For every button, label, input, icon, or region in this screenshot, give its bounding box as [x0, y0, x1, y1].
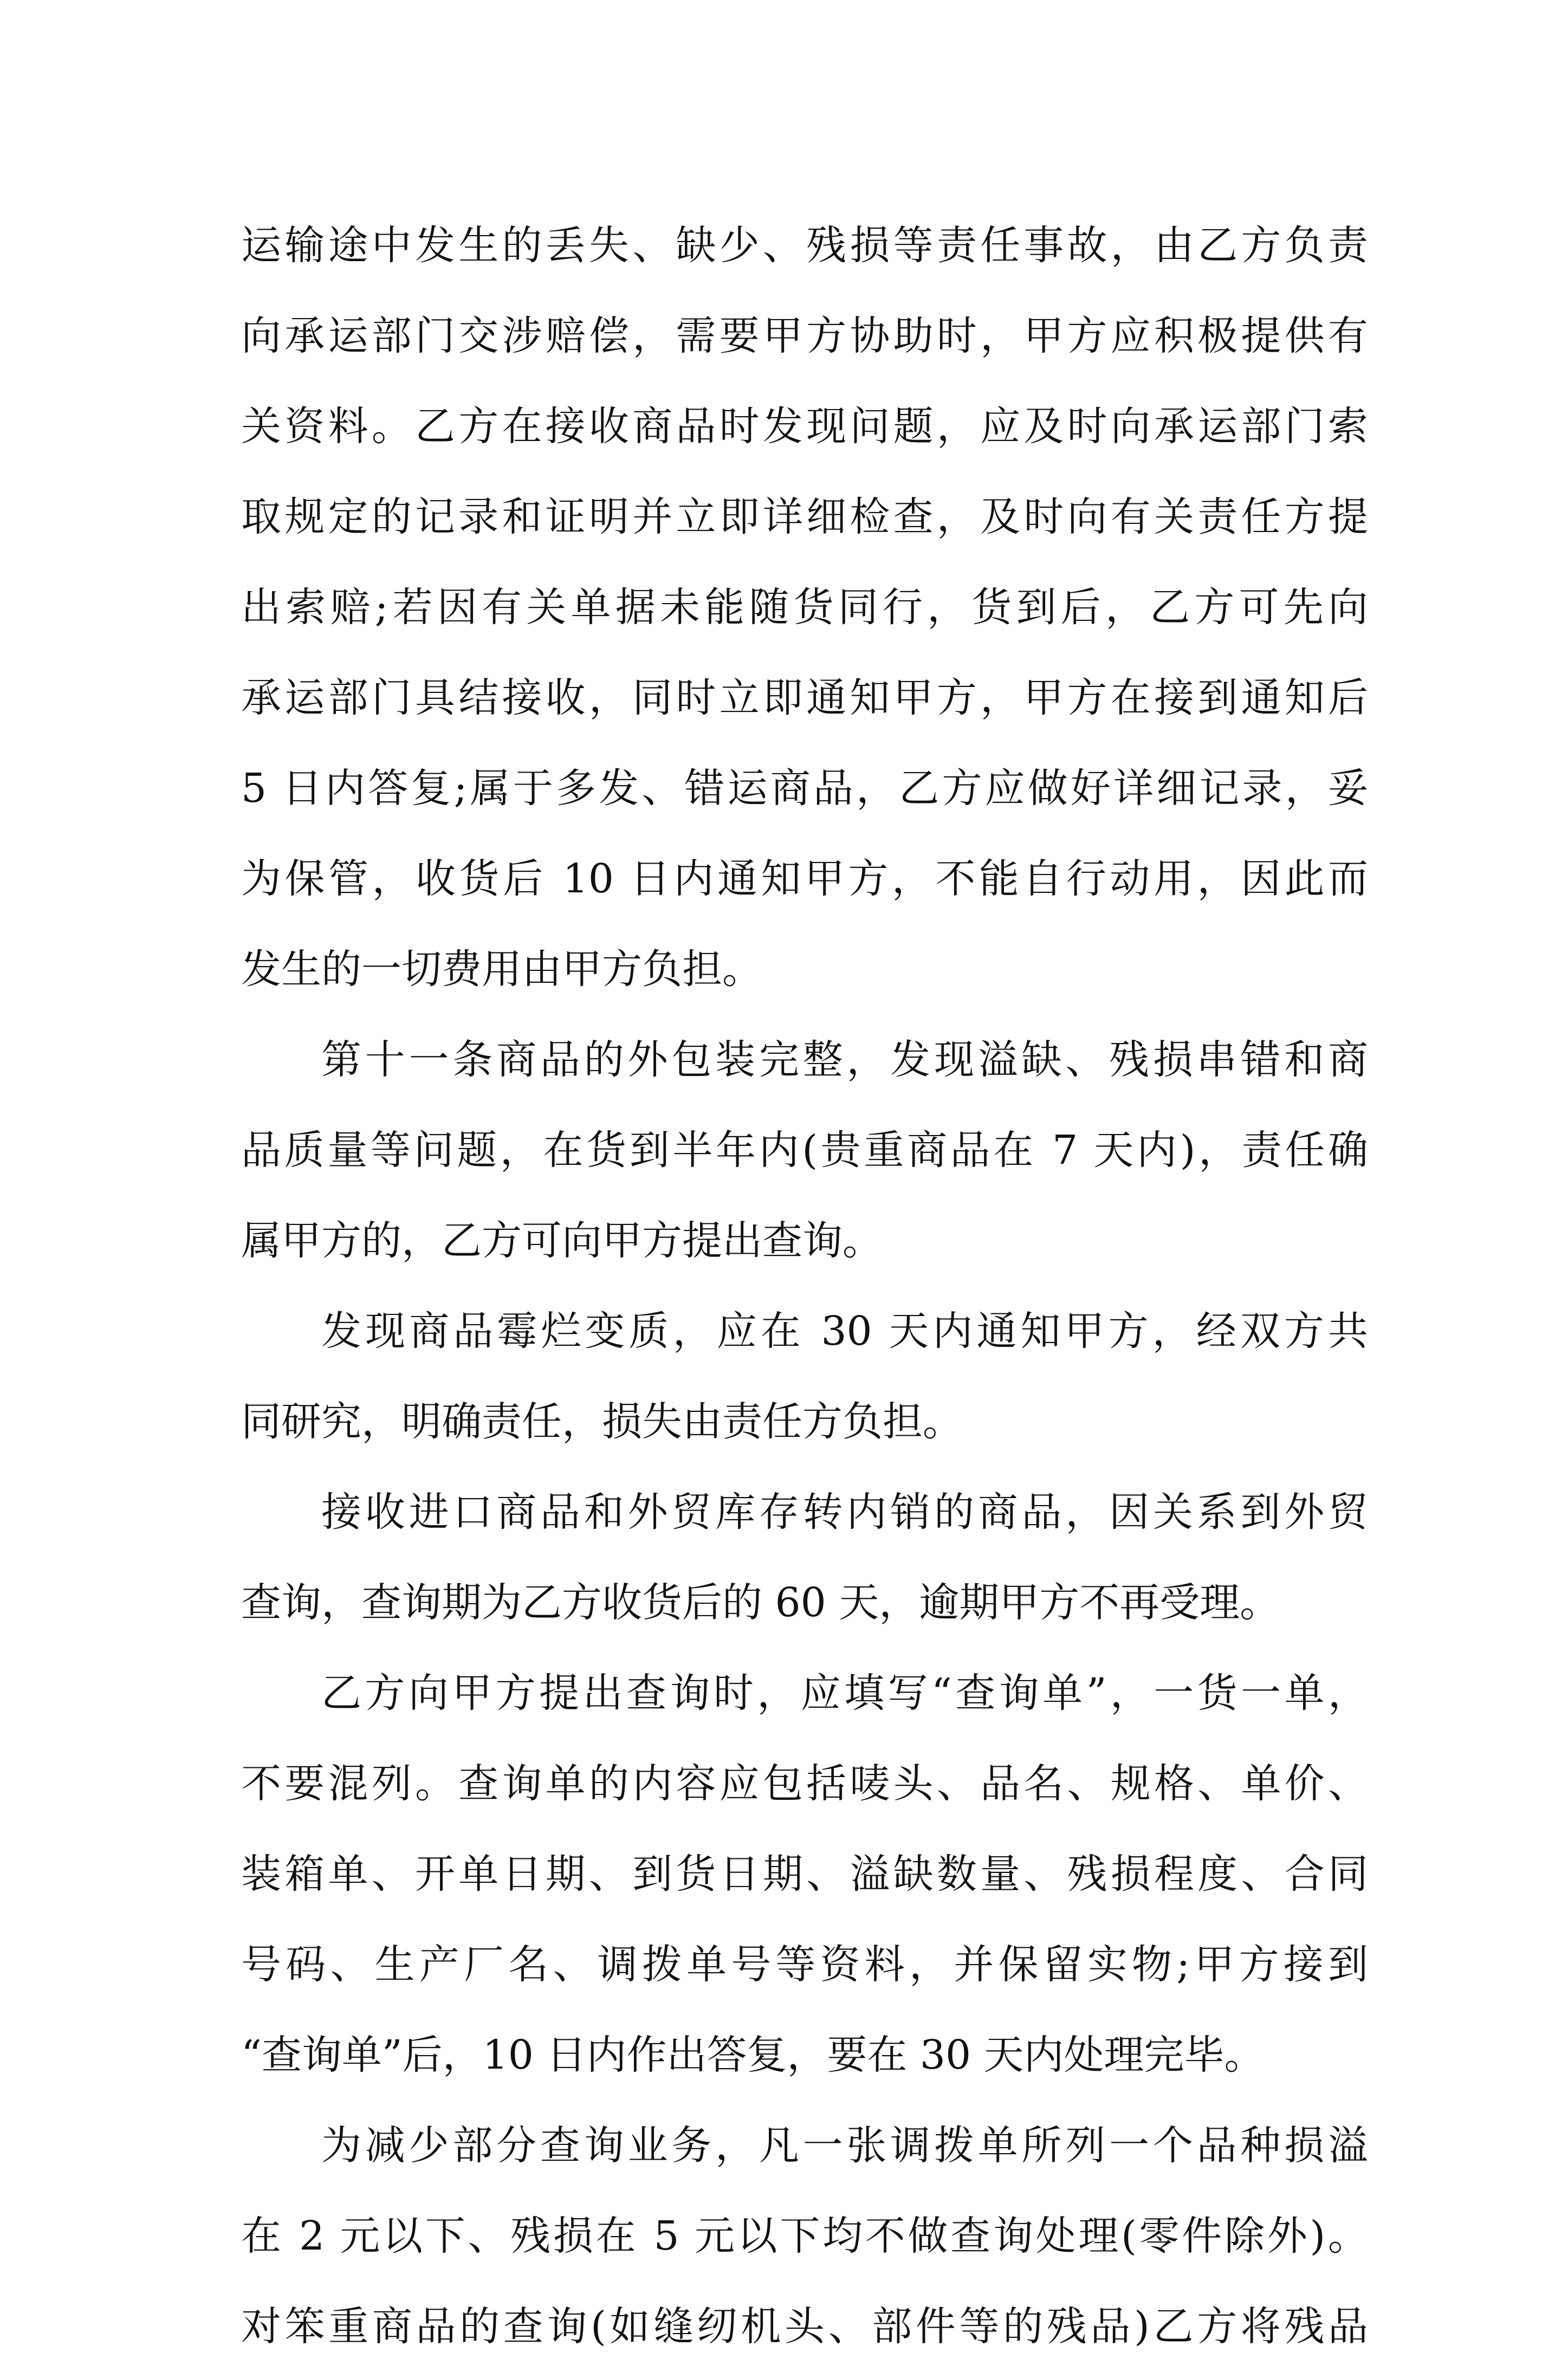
text-line: 装箱单、开单日期、到货日期、溢缺数量、残损程度、合同	[241, 1851, 1368, 1897]
text-line: 乙方向甲方提出查询时，应填写“查询单”，一货一单，	[321, 1670, 1368, 1716]
text-line: 接收进口商品和外贸库存转内销的商品，因关系到外贸	[321, 1489, 1368, 1535]
text-line: 在 2 元以下、残损在 5 元以下均不做查询处理(零件除外)。	[241, 2213, 1368, 2259]
text-line: 发生的一切费用由甲方负担。	[241, 946, 762, 993]
text-line: 对笨重商品的查询(如缝纫机头、部件等的残品)乙方将残品	[241, 2303, 1368, 2350]
text-line: 运输途中发生的丢失、缺少、残损等责任事故，由乙方负责	[241, 222, 1368, 269]
text-line: 取规定的记录和证明并立即详细检查，及时向有关责任方提	[241, 494, 1368, 540]
text-line: 属甲方的，乙方可向甲方提出查询。	[241, 1217, 883, 1264]
text-line: “查询单”后，10 日内作出答复，要在 30 天内处理完毕。	[241, 2032, 1265, 2078]
text-line: 号码、生产厂名、调拨单号等资料，并保留实物;甲方接到	[241, 1941, 1368, 1988]
text-line: 不要混列。查询单的内容应包括唛头、品名、规格、单价、	[241, 1760, 1368, 1807]
text-line: 承运部门具结接收，同时立即通知甲方，甲方在接到通知后	[241, 675, 1368, 721]
text-line: 发现商品霉烂变质，应在 30 天内通知甲方，经双方共	[321, 1308, 1368, 1354]
text-line: 品质量等问题，在货到半年内(贵重商品在 7 天内)，责任确	[241, 1127, 1368, 1174]
text-line: 为保管，收货后 10 日内通知甲方，不能自行动用，因此而	[241, 856, 1368, 902]
text-line: 5 日内答复;属于多发、错运商品，乙方应做好详细记录，妥	[241, 765, 1368, 812]
document-body	[241, 200, 1368, 2372]
text-line: 查询，查询期为乙方收货后的 60 天，逾期甲方不再受理。	[241, 1579, 1280, 1626]
text-line: 第十一条商品的外包装完整，发现溢缺、残损串错和商	[321, 1036, 1368, 1083]
text-line: 关资料。乙方在接收商品时发现问题，应及时向承运部门索	[241, 403, 1368, 450]
text-line: 出索赔;若因有关单据未能随货同行，货到后，乙方可先向	[241, 584, 1368, 631]
text-line: 同研究，明确责任，损失由责任方负担。	[241, 1398, 963, 1445]
text-line: 向承运部门交涉赔偿，需要甲方协助时，甲方应积极提供有	[241, 313, 1368, 359]
text-line: 为减少部分查询业务，凡一张调拨单所列一个品种损溢	[321, 2122, 1368, 2169]
